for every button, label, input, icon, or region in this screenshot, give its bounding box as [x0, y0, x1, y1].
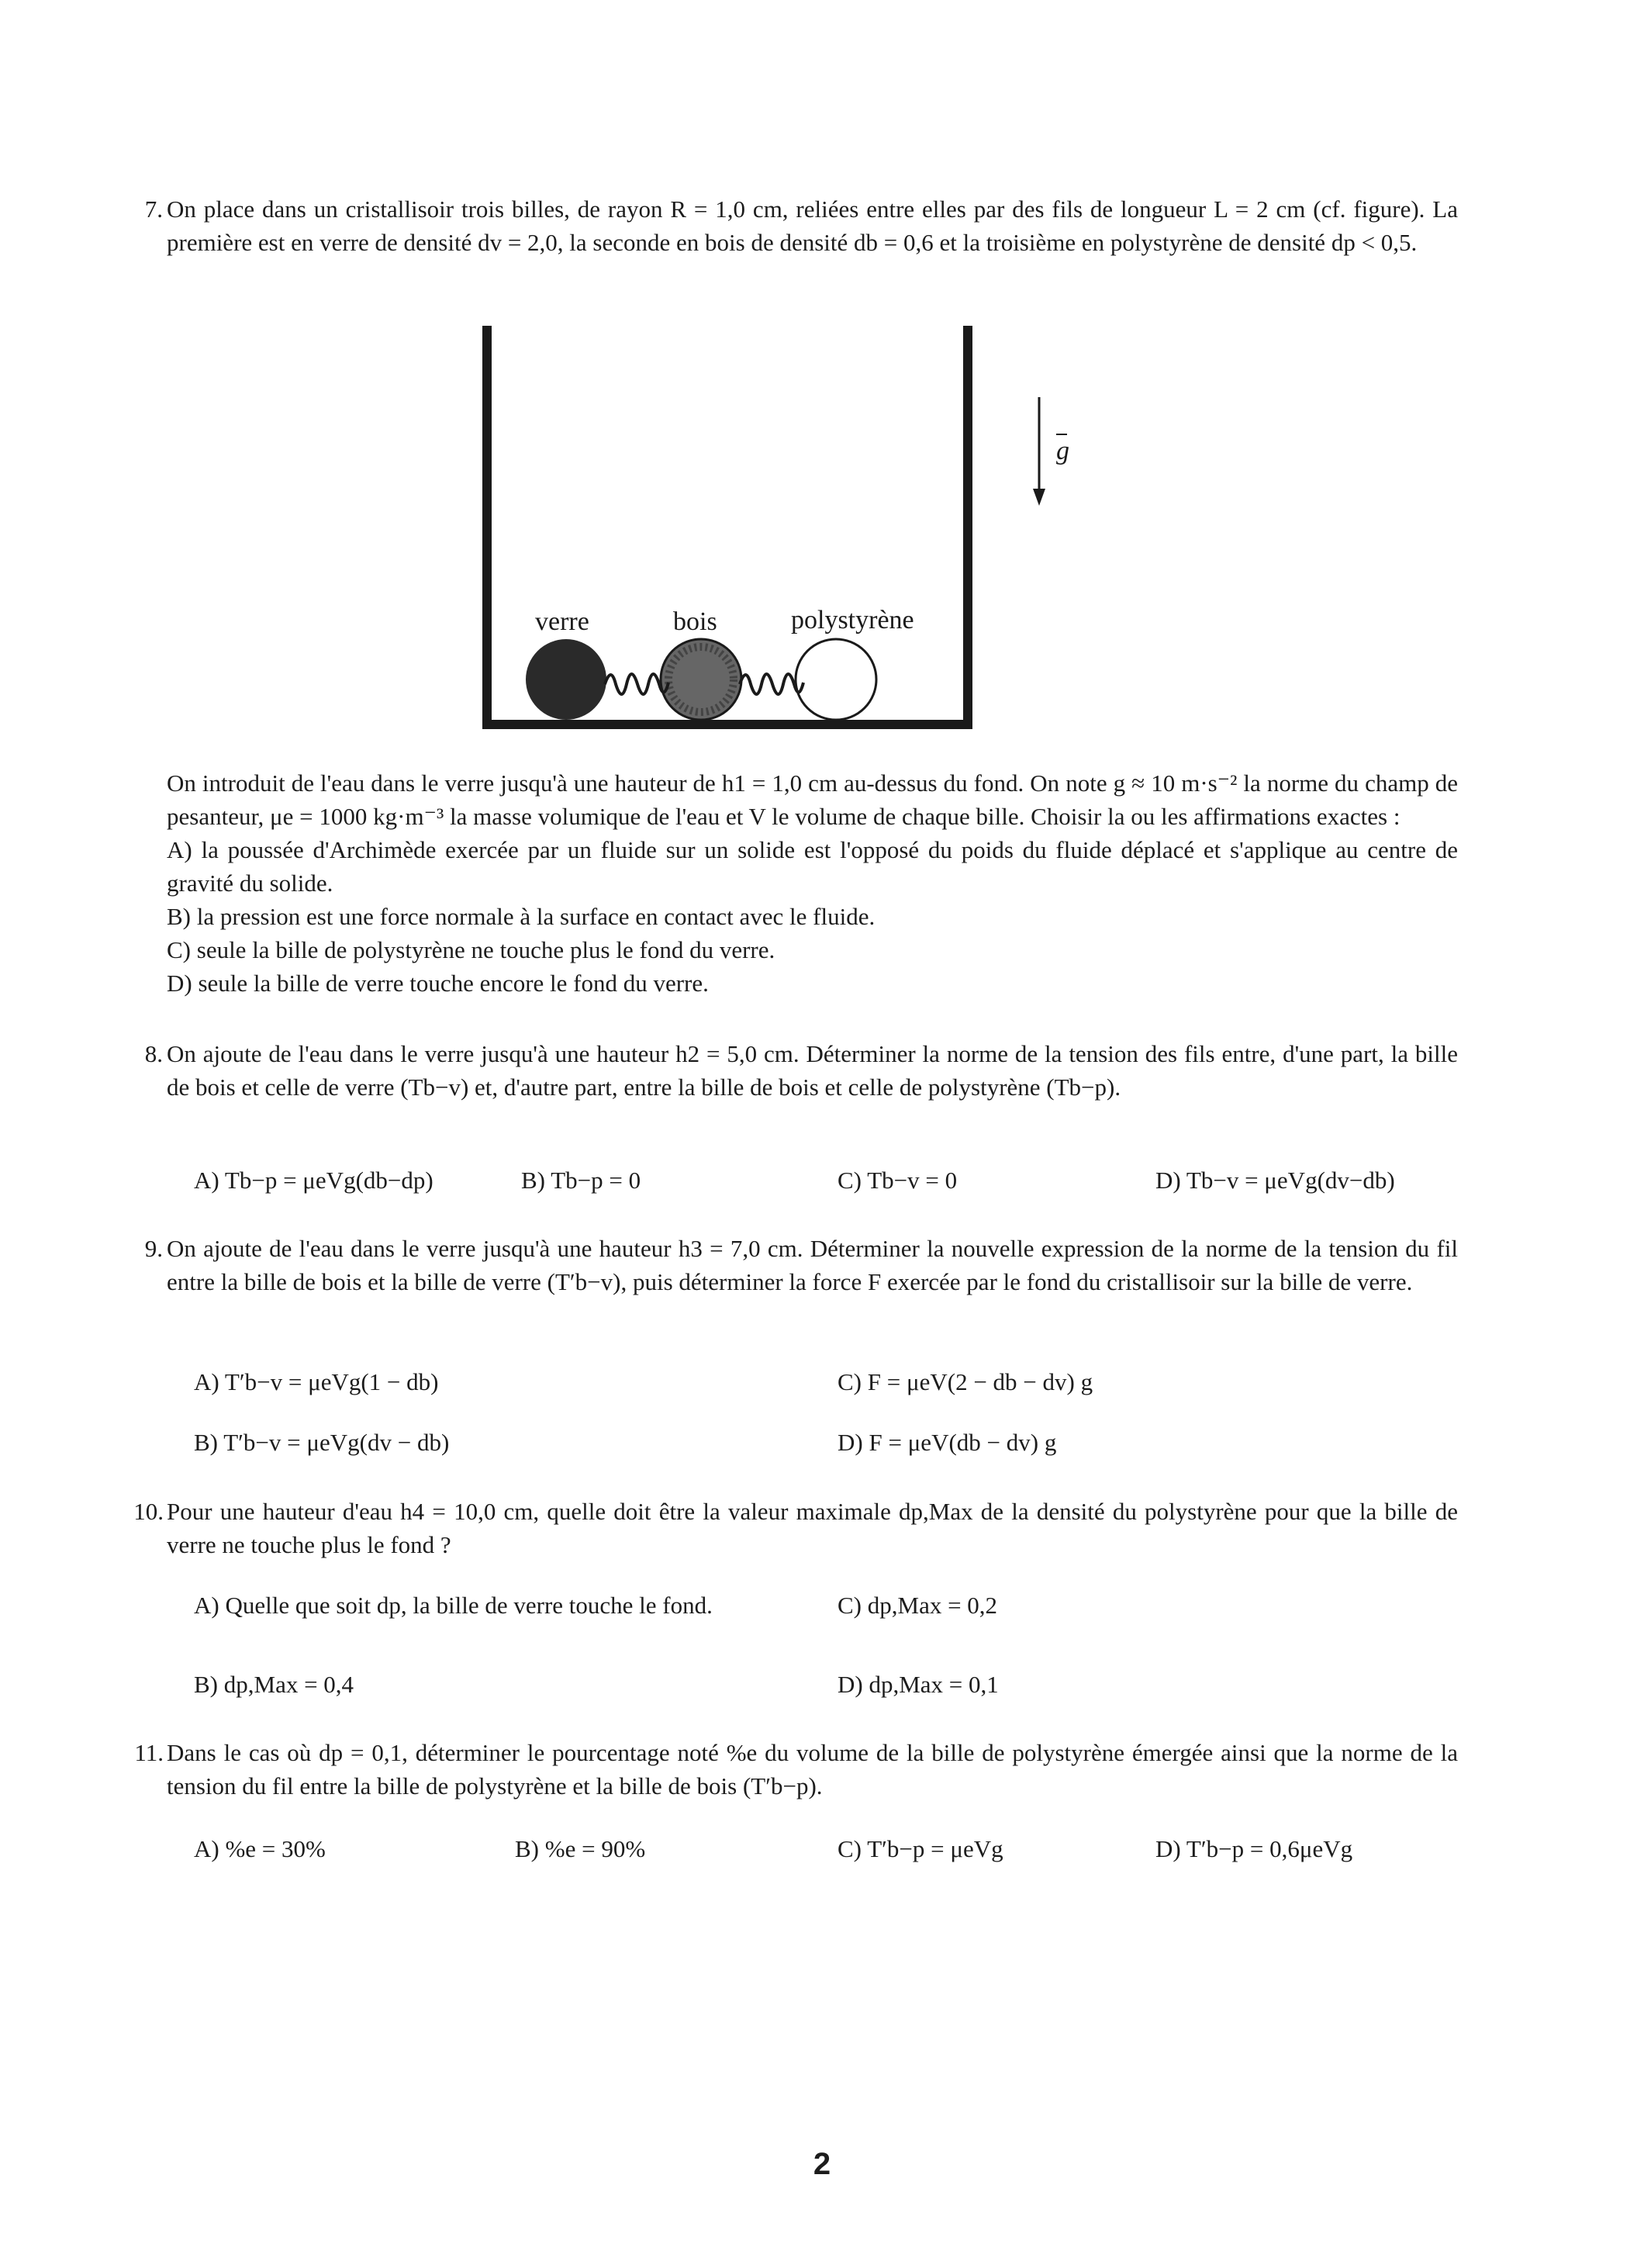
- question-7-text: On introduit de l'eau dans le verre jusqu'à une hauteur de h1 = 1,0 cm au-dessus du fond. On note g ≈ 10 m·s⁻² la norme du champ de pesanteur, μe = 1000 kg·m⁻³ la masse volumique de l'eau et V le volume de chaque bille. Choisir la ou les affirmations exactes :: [167, 769, 1458, 830]
- label-verre: verre: [535, 607, 589, 636]
- question-8-option-a: A) Tb−p = μeVg(db−dp): [194, 1167, 433, 1194]
- question-7-body: [167, 766, 1458, 1000]
- question-11-option-b: B) %e = 90%: [515, 1835, 646, 1862]
- question-11-text: Dans le cas où dp = 0,1, déterminer le pourcentage noté %e du volume de la bille de polystyrène émergée ainsi que la norme de la tension du fil entre la bille de polystyrène et la bille de bois (T′b−p).: [167, 1739, 1458, 1800]
- question-number: 7.: [144, 195, 163, 223]
- question-8-text: On ajoute de l'eau dans le verre jusqu'à une hauteur h2 = 5,0 cm. Déterminer la norme de la tension des fils entre, d'une part, la bille de bois et celle de verre (Tb−v) et, d'autre part, entre la bille de bois et celle de polystyrène (Tb−p).: [167, 1040, 1458, 1101]
- question-7-option-b: B) la pression est une force normale à la surface en contact avec le fluide.: [167, 903, 876, 930]
- question-7-option-d: D) seule la bille de verre touche encore le fond du verre.: [167, 970, 709, 997]
- question-10-option-c: C) dp,Max = 0,2: [838, 1592, 998, 1619]
- glass-ball: [526, 639, 606, 720]
- question-7-option-c: C) seule la bille de polystyrène ne touche plus le fond du verre.: [167, 936, 775, 963]
- string-wood-polystyrene: [740, 674, 803, 694]
- question-10-text: Pour une hauteur d'eau h4 = 10,0 cm, quelle doit être la valeur maximale dp,Max de la densité du polystyrène pour que la bille de verre ne touche plus le fond ?: [167, 1498, 1458, 1558]
- question-10: [133, 1495, 1458, 1561]
- question-7-intro: On place dans un cristallisoir trois billes, de rayon R = 1,0 cm, reliées entre elles par des fils de longueur L = 2 cm (cf. figure). La première est en verre de densité dv = 2,0, la seconde en bois de densité db = 0,6 et la troisième en polystyrène de densité dp < 0,5.: [167, 195, 1458, 256]
- question-11-option-a: A) %e = 30%: [194, 1835, 326, 1862]
- question-10-option-d: D) dp,Max = 0,1: [838, 1671, 999, 1698]
- question-9-option-b: B) T′b−v = μeVg(dv − db): [194, 1429, 450, 1456]
- container-left-wall: [482, 326, 492, 729]
- container-bottom: [482, 720, 972, 729]
- question-number: 11.: [134, 1739, 164, 1766]
- string-glass-wood: [605, 674, 668, 694]
- question-9: [144, 1232, 1458, 1298]
- page-number: 2: [813, 2147, 831, 2181]
- question-number: 8.: [144, 1040, 163, 1067]
- gravity-arrowhead-icon: [1033, 489, 1045, 506]
- container-right-wall: [963, 326, 972, 729]
- question-9-text: On ajoute de l'eau dans le verre jusqu'à une hauteur h3 = 7,0 cm. Déterminer la nouvelle expression de la norme de la tension du fil entre la bille de bois et la bille de verre (T′b−v), puis déterminer la force F exercée par le fond du cristallisoir sur la bille de verre.: [167, 1235, 1458, 1295]
- question-8-option-c: C) Tb−v = 0: [838, 1167, 958, 1194]
- question-number: 10.: [133, 1498, 164, 1525]
- question-9-option-a: A) T′b−v = μeVg(1 − db): [194, 1368, 439, 1395]
- question-11-option-c: C) T′b−p = μeVg: [838, 1835, 1003, 1862]
- question-8-option-d: D) Tb−v = μeVg(dv−db): [1155, 1167, 1395, 1194]
- polystyrene-ball: [796, 639, 876, 720]
- label-polystyrene: polystyrène: [791, 606, 914, 634]
- label-bois: bois: [673, 607, 717, 636]
- wood-ball: [661, 639, 741, 720]
- question-9-option-d: D) F = μeV(db − dv) g: [838, 1429, 1057, 1456]
- question-number: 9.: [144, 1235, 163, 1262]
- crystallizer-figure: [482, 326, 1072, 745]
- question-11-option-d: D) T′b−p = 0,6μeVg: [1155, 1835, 1353, 1862]
- question-10-option-b: B) dp,Max = 0,4: [194, 1671, 354, 1698]
- question-7-option-a: A) la poussée d'Archimède exercée par un fluide sur un solide est l'opposé du poids du fluide déplacé et s'applique au centre de gravité du solide.: [167, 836, 1458, 897]
- question-10-option-a: A) Quelle que soit dp, la bille de verre touche le fond.: [194, 1592, 713, 1619]
- question-9-option-c: C) F = μeV(2 − db − dv) g: [838, 1368, 1093, 1395]
- question-8-option-b: B) Tb−p = 0: [521, 1167, 641, 1194]
- question-7: [144, 192, 1458, 259]
- question-8: [144, 1037, 1458, 1104]
- question-11: [134, 1736, 1458, 1803]
- label-g: g: [1056, 437, 1069, 465]
